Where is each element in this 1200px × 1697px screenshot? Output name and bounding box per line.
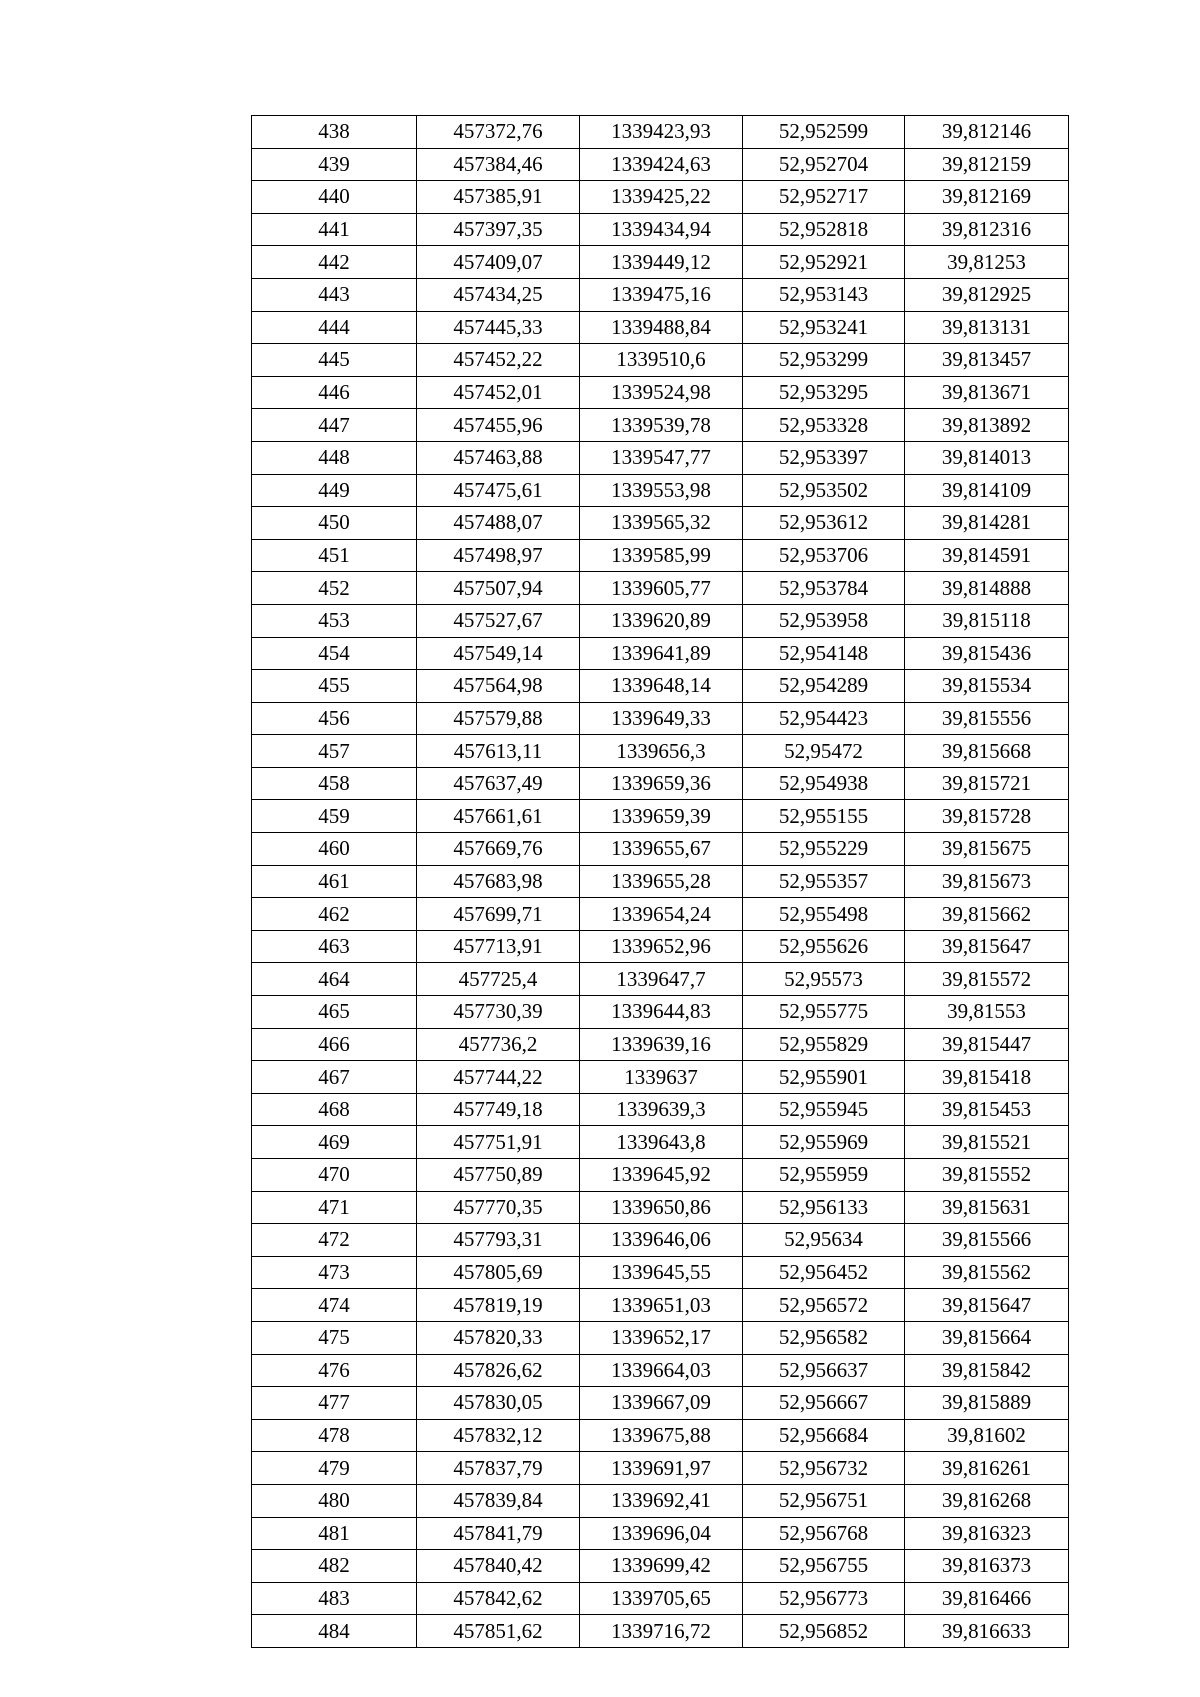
x-coordinate-cell: 457683,98 [417, 865, 580, 898]
point-number-cell: 445 [252, 344, 417, 377]
latitude-cell: 52,954938 [743, 767, 905, 800]
table-row [252, 1452, 1069, 1485]
longitude-cell: 39,814888 [905, 572, 1069, 605]
x-coordinate-cell: 457409,07 [417, 246, 580, 279]
point-number-cell: 451 [252, 539, 417, 572]
point-number-cell: 478 [252, 1419, 417, 1452]
x-coordinate-cell: 457613,11 [417, 735, 580, 768]
y-coordinate-cell: 1339475,16 [580, 278, 743, 311]
x-coordinate-cell: 457832,12 [417, 1419, 580, 1452]
y-coordinate-cell: 1339655,28 [580, 865, 743, 898]
x-coordinate-cell: 457549,14 [417, 637, 580, 670]
latitude-cell: 52,95573 [743, 963, 905, 996]
y-coordinate-cell: 1339639,16 [580, 1028, 743, 1061]
y-coordinate-cell: 1339644,83 [580, 996, 743, 1029]
table-row [252, 1419, 1069, 1452]
table-row [252, 1159, 1069, 1192]
table-row [252, 1289, 1069, 1322]
y-coordinate-cell: 1339641,89 [580, 637, 743, 670]
y-coordinate-cell: 1339547,77 [580, 441, 743, 474]
y-coordinate-cell: 1339605,77 [580, 572, 743, 605]
longitude-cell: 39,815447 [905, 1028, 1069, 1061]
longitude-cell: 39,815721 [905, 767, 1069, 800]
y-coordinate-cell: 1339659,39 [580, 800, 743, 833]
latitude-cell: 52,952704 [743, 148, 905, 181]
latitude-cell: 52,955945 [743, 1093, 905, 1126]
x-coordinate-cell: 457579,88 [417, 702, 580, 735]
x-coordinate-cell: 457699,71 [417, 898, 580, 931]
longitude-cell: 39,815556 [905, 702, 1069, 735]
latitude-cell: 52,956637 [743, 1354, 905, 1387]
latitude-cell: 52,956452 [743, 1256, 905, 1289]
x-coordinate-cell: 457384,46 [417, 148, 580, 181]
longitude-cell: 39,814109 [905, 474, 1069, 507]
longitude-cell: 39,814281 [905, 507, 1069, 540]
x-coordinate-cell: 457455,96 [417, 409, 580, 442]
point-number-cell: 467 [252, 1061, 417, 1094]
table-row [252, 1582, 1069, 1615]
x-coordinate-cell: 457475,61 [417, 474, 580, 507]
point-number-cell: 450 [252, 507, 417, 540]
latitude-cell: 52,953295 [743, 376, 905, 409]
longitude-cell: 39,816261 [905, 1452, 1069, 1485]
x-coordinate-cell: 457805,69 [417, 1256, 580, 1289]
coordinates-table-body [252, 116, 1069, 1648]
point-number-cell: 470 [252, 1159, 417, 1192]
table-row [252, 1321, 1069, 1354]
table-row [252, 1517, 1069, 1550]
latitude-cell: 52,953706 [743, 539, 905, 572]
y-coordinate-cell: 1339620,89 [580, 604, 743, 637]
y-coordinate-cell: 1339667,09 [580, 1387, 743, 1420]
x-coordinate-cell: 457669,76 [417, 833, 580, 866]
table-row [252, 1061, 1069, 1094]
table-row [252, 702, 1069, 735]
x-coordinate-cell: 457452,22 [417, 344, 580, 377]
y-coordinate-cell: 1339488,84 [580, 311, 743, 344]
longitude-cell: 39,815631 [905, 1191, 1069, 1224]
point-number-cell: 469 [252, 1126, 417, 1159]
y-coordinate-cell: 1339716,72 [580, 1615, 743, 1648]
point-number-cell: 458 [252, 767, 417, 800]
y-coordinate-cell: 1339524,98 [580, 376, 743, 409]
table-row [252, 278, 1069, 311]
latitude-cell: 52,956755 [743, 1550, 905, 1583]
longitude-cell: 39,815662 [905, 898, 1069, 931]
longitude-cell: 39,814013 [905, 441, 1069, 474]
coordinates-table [251, 115, 1069, 1648]
latitude-cell: 52,956852 [743, 1615, 905, 1648]
y-coordinate-cell: 1339699,42 [580, 1550, 743, 1583]
longitude-cell: 39,815534 [905, 670, 1069, 703]
y-coordinate-cell: 1339659,36 [580, 767, 743, 800]
y-coordinate-cell: 1339656,3 [580, 735, 743, 768]
longitude-cell: 39,812925 [905, 278, 1069, 311]
y-coordinate-cell: 1339675,88 [580, 1419, 743, 1452]
longitude-cell: 39,815647 [905, 930, 1069, 963]
longitude-cell: 39,81553 [905, 996, 1069, 1029]
x-coordinate-cell: 457851,62 [417, 1615, 580, 1648]
y-coordinate-cell: 1339696,04 [580, 1517, 743, 1550]
point-number-cell: 453 [252, 604, 417, 637]
table-row [252, 344, 1069, 377]
x-coordinate-cell: 457826,62 [417, 1354, 580, 1387]
longitude-cell: 39,812146 [905, 116, 1069, 149]
table-row [252, 898, 1069, 931]
point-number-cell: 461 [252, 865, 417, 898]
table-row [252, 1387, 1069, 1420]
table-row [252, 996, 1069, 1029]
y-coordinate-cell: 1339434,94 [580, 213, 743, 246]
x-coordinate-cell: 457839,84 [417, 1484, 580, 1517]
y-coordinate-cell: 1339654,24 [580, 898, 743, 931]
latitude-cell: 52,953299 [743, 344, 905, 377]
point-number-cell: 479 [252, 1452, 417, 1485]
x-coordinate-cell: 457736,2 [417, 1028, 580, 1061]
latitude-cell: 52,953397 [743, 441, 905, 474]
y-coordinate-cell: 1339423,93 [580, 116, 743, 149]
latitude-cell: 52,956732 [743, 1452, 905, 1485]
table-row [252, 1093, 1069, 1126]
y-coordinate-cell: 1339637 [580, 1061, 743, 1094]
y-coordinate-cell: 1339553,98 [580, 474, 743, 507]
x-coordinate-cell: 457793,31 [417, 1224, 580, 1257]
latitude-cell: 52,953143 [743, 278, 905, 311]
point-number-cell: 465 [252, 996, 417, 1029]
y-coordinate-cell: 1339692,41 [580, 1484, 743, 1517]
y-coordinate-cell: 1339646,06 [580, 1224, 743, 1257]
table-row [252, 865, 1069, 898]
latitude-cell: 52,953612 [743, 507, 905, 540]
latitude-cell: 52,952818 [743, 213, 905, 246]
point-number-cell: 443 [252, 278, 417, 311]
latitude-cell: 52,955775 [743, 996, 905, 1029]
point-number-cell: 468 [252, 1093, 417, 1126]
y-coordinate-cell: 1339648,14 [580, 670, 743, 703]
y-coordinate-cell: 1339652,96 [580, 930, 743, 963]
longitude-cell: 39,813457 [905, 344, 1069, 377]
table-row [252, 735, 1069, 768]
table-row [252, 1484, 1069, 1517]
y-coordinate-cell: 1339565,32 [580, 507, 743, 540]
latitude-cell: 52,955901 [743, 1061, 905, 1094]
table-row [252, 800, 1069, 833]
x-coordinate-cell: 457498,97 [417, 539, 580, 572]
longitude-cell: 39,813131 [905, 311, 1069, 344]
point-number-cell: 460 [252, 833, 417, 866]
x-coordinate-cell: 457713,91 [417, 930, 580, 963]
x-coordinate-cell: 457819,19 [417, 1289, 580, 1322]
table-row [252, 637, 1069, 670]
x-coordinate-cell: 457445,33 [417, 311, 580, 344]
y-coordinate-cell: 1339650,86 [580, 1191, 743, 1224]
y-coordinate-cell: 1339705,65 [580, 1582, 743, 1615]
latitude-cell: 52,956572 [743, 1289, 905, 1322]
latitude-cell: 52,955626 [743, 930, 905, 963]
x-coordinate-cell: 457463,88 [417, 441, 580, 474]
longitude-cell: 39,815664 [905, 1321, 1069, 1354]
longitude-cell: 39,815418 [905, 1061, 1069, 1094]
y-coordinate-cell: 1339539,78 [580, 409, 743, 442]
point-number-cell: 441 [252, 213, 417, 246]
y-coordinate-cell: 1339510,6 [580, 344, 743, 377]
table-row [252, 409, 1069, 442]
point-number-cell: 480 [252, 1484, 417, 1517]
latitude-cell: 52,956768 [743, 1517, 905, 1550]
point-number-cell: 455 [252, 670, 417, 703]
y-coordinate-cell: 1339639,3 [580, 1093, 743, 1126]
longitude-cell: 39,812159 [905, 148, 1069, 181]
x-coordinate-cell: 457840,42 [417, 1550, 580, 1583]
point-number-cell: 481 [252, 1517, 417, 1550]
longitude-cell: 39,815647 [905, 1289, 1069, 1322]
point-number-cell: 464 [252, 963, 417, 996]
y-coordinate-cell: 1339655,67 [580, 833, 743, 866]
longitude-cell: 39,815552 [905, 1159, 1069, 1192]
y-coordinate-cell: 1339691,97 [580, 1452, 743, 1485]
x-coordinate-cell: 457527,67 [417, 604, 580, 637]
longitude-cell: 39,814591 [905, 539, 1069, 572]
x-coordinate-cell: 457488,07 [417, 507, 580, 540]
x-coordinate-cell: 457397,35 [417, 213, 580, 246]
x-coordinate-cell: 457842,62 [417, 1582, 580, 1615]
point-number-cell: 448 [252, 441, 417, 474]
longitude-cell: 39,816268 [905, 1484, 1069, 1517]
longitude-cell: 39,813671 [905, 376, 1069, 409]
latitude-cell: 52,955959 [743, 1159, 905, 1192]
point-number-cell: 452 [252, 572, 417, 605]
x-coordinate-cell: 457751,91 [417, 1126, 580, 1159]
longitude-cell: 39,816466 [905, 1582, 1069, 1615]
point-number-cell: 471 [252, 1191, 417, 1224]
point-number-cell: 473 [252, 1256, 417, 1289]
longitude-cell: 39,816323 [905, 1517, 1069, 1550]
x-coordinate-cell: 457507,94 [417, 572, 580, 605]
latitude-cell: 52,955829 [743, 1028, 905, 1061]
latitude-cell: 52,955357 [743, 865, 905, 898]
point-number-cell: 446 [252, 376, 417, 409]
y-coordinate-cell: 1339449,12 [580, 246, 743, 279]
latitude-cell: 52,95634 [743, 1224, 905, 1257]
table-row [252, 311, 1069, 344]
x-coordinate-cell: 457372,76 [417, 116, 580, 149]
longitude-cell: 39,815521 [905, 1126, 1069, 1159]
point-number-cell: 474 [252, 1289, 417, 1322]
table-row [252, 963, 1069, 996]
longitude-cell: 39,815562 [905, 1256, 1069, 1289]
longitude-cell: 39,815566 [905, 1224, 1069, 1257]
x-coordinate-cell: 457770,35 [417, 1191, 580, 1224]
table-row [252, 1615, 1069, 1648]
longitude-cell: 39,815675 [905, 833, 1069, 866]
table-row [252, 376, 1069, 409]
x-coordinate-cell: 457434,25 [417, 278, 580, 311]
table-row [252, 1256, 1069, 1289]
table-row [252, 1126, 1069, 1159]
latitude-cell: 52,952717 [743, 181, 905, 214]
point-number-cell: 466 [252, 1028, 417, 1061]
latitude-cell: 52,956133 [743, 1191, 905, 1224]
point-number-cell: 440 [252, 181, 417, 214]
x-coordinate-cell: 457661,61 [417, 800, 580, 833]
point-number-cell: 459 [252, 800, 417, 833]
latitude-cell: 52,955498 [743, 898, 905, 931]
x-coordinate-cell: 457750,89 [417, 1159, 580, 1192]
table-row [252, 1224, 1069, 1257]
longitude-cell: 39,815118 [905, 604, 1069, 637]
table-row [252, 930, 1069, 963]
x-coordinate-cell: 457385,91 [417, 181, 580, 214]
longitude-cell: 39,816373 [905, 1550, 1069, 1583]
table-row [252, 1550, 1069, 1583]
longitude-cell: 39,813892 [905, 409, 1069, 442]
latitude-cell: 52,955229 [743, 833, 905, 866]
point-number-cell: 449 [252, 474, 417, 507]
table-row [252, 767, 1069, 800]
point-number-cell: 447 [252, 409, 417, 442]
longitude-cell: 39,816633 [905, 1615, 1069, 1648]
table-row [252, 1191, 1069, 1224]
x-coordinate-cell: 457564,98 [417, 670, 580, 703]
y-coordinate-cell: 1339645,55 [580, 1256, 743, 1289]
y-coordinate-cell: 1339645,92 [580, 1159, 743, 1192]
longitude-cell: 39,815572 [905, 963, 1069, 996]
table-row [252, 181, 1069, 214]
latitude-cell: 52,954423 [743, 702, 905, 735]
table-row [252, 833, 1069, 866]
point-number-cell: 457 [252, 735, 417, 768]
x-coordinate-cell: 457730,39 [417, 996, 580, 1029]
longitude-cell: 39,815673 [905, 865, 1069, 898]
y-coordinate-cell: 1339649,33 [580, 702, 743, 735]
latitude-cell: 52,953241 [743, 311, 905, 344]
point-number-cell: 456 [252, 702, 417, 735]
longitude-cell: 39,81602 [905, 1419, 1069, 1452]
point-number-cell: 476 [252, 1354, 417, 1387]
point-number-cell: 484 [252, 1615, 417, 1648]
y-coordinate-cell: 1339652,17 [580, 1321, 743, 1354]
x-coordinate-cell: 457837,79 [417, 1452, 580, 1485]
table-row [252, 246, 1069, 279]
x-coordinate-cell: 457830,05 [417, 1387, 580, 1420]
latitude-cell: 52,956684 [743, 1419, 905, 1452]
table-row [252, 441, 1069, 474]
y-coordinate-cell: 1339425,22 [580, 181, 743, 214]
point-number-cell: 444 [252, 311, 417, 344]
y-coordinate-cell: 1339651,03 [580, 1289, 743, 1322]
table-row [252, 116, 1069, 149]
x-coordinate-cell: 457725,4 [417, 963, 580, 996]
point-number-cell: 472 [252, 1224, 417, 1257]
latitude-cell: 52,956751 [743, 1484, 905, 1517]
latitude-cell: 52,954148 [743, 637, 905, 670]
point-number-cell: 438 [252, 116, 417, 149]
point-number-cell: 442 [252, 246, 417, 279]
point-number-cell: 483 [252, 1582, 417, 1615]
latitude-cell: 52,956582 [743, 1321, 905, 1354]
y-coordinate-cell: 1339647,7 [580, 963, 743, 996]
latitude-cell: 52,952599 [743, 116, 905, 149]
point-number-cell: 463 [252, 930, 417, 963]
latitude-cell: 52,955155 [743, 800, 905, 833]
longitude-cell: 39,815842 [905, 1354, 1069, 1387]
latitude-cell: 52,955969 [743, 1126, 905, 1159]
y-coordinate-cell: 1339424,63 [580, 148, 743, 181]
point-number-cell: 462 [252, 898, 417, 931]
table-row [252, 670, 1069, 703]
point-number-cell: 482 [252, 1550, 417, 1583]
y-coordinate-cell: 1339664,03 [580, 1354, 743, 1387]
latitude-cell: 52,95472 [743, 735, 905, 768]
latitude-cell: 52,954289 [743, 670, 905, 703]
latitude-cell: 52,952921 [743, 246, 905, 279]
latitude-cell: 52,953784 [743, 572, 905, 605]
latitude-cell: 52,953502 [743, 474, 905, 507]
latitude-cell: 52,956773 [743, 1582, 905, 1615]
table-row [252, 604, 1069, 637]
latitude-cell: 52,953958 [743, 604, 905, 637]
x-coordinate-cell: 457820,33 [417, 1321, 580, 1354]
table-row [252, 474, 1069, 507]
x-coordinate-cell: 457749,18 [417, 1093, 580, 1126]
point-number-cell: 475 [252, 1321, 417, 1354]
longitude-cell: 39,812316 [905, 213, 1069, 246]
longitude-cell: 39,815436 [905, 637, 1069, 670]
table-row [252, 213, 1069, 246]
point-number-cell: 439 [252, 148, 417, 181]
table-row [252, 507, 1069, 540]
y-coordinate-cell: 1339585,99 [580, 539, 743, 572]
point-number-cell: 454 [252, 637, 417, 670]
x-coordinate-cell: 457637,49 [417, 767, 580, 800]
longitude-cell: 39,815668 [905, 735, 1069, 768]
x-coordinate-cell: 457744,22 [417, 1061, 580, 1094]
x-coordinate-cell: 457452,01 [417, 376, 580, 409]
x-coordinate-cell: 457841,79 [417, 1517, 580, 1550]
latitude-cell: 52,953328 [743, 409, 905, 442]
latitude-cell: 52,956667 [743, 1387, 905, 1420]
table-row [252, 1354, 1069, 1387]
point-number-cell: 477 [252, 1387, 417, 1420]
longitude-cell: 39,815728 [905, 800, 1069, 833]
longitude-cell: 39,81253 [905, 246, 1069, 279]
table-row [252, 148, 1069, 181]
longitude-cell: 39,815453 [905, 1093, 1069, 1126]
table-row [252, 572, 1069, 605]
table-row [252, 1028, 1069, 1061]
y-coordinate-cell: 1339643,8 [580, 1126, 743, 1159]
longitude-cell: 39,815889 [905, 1387, 1069, 1420]
table-row [252, 539, 1069, 572]
longitude-cell: 39,812169 [905, 181, 1069, 214]
